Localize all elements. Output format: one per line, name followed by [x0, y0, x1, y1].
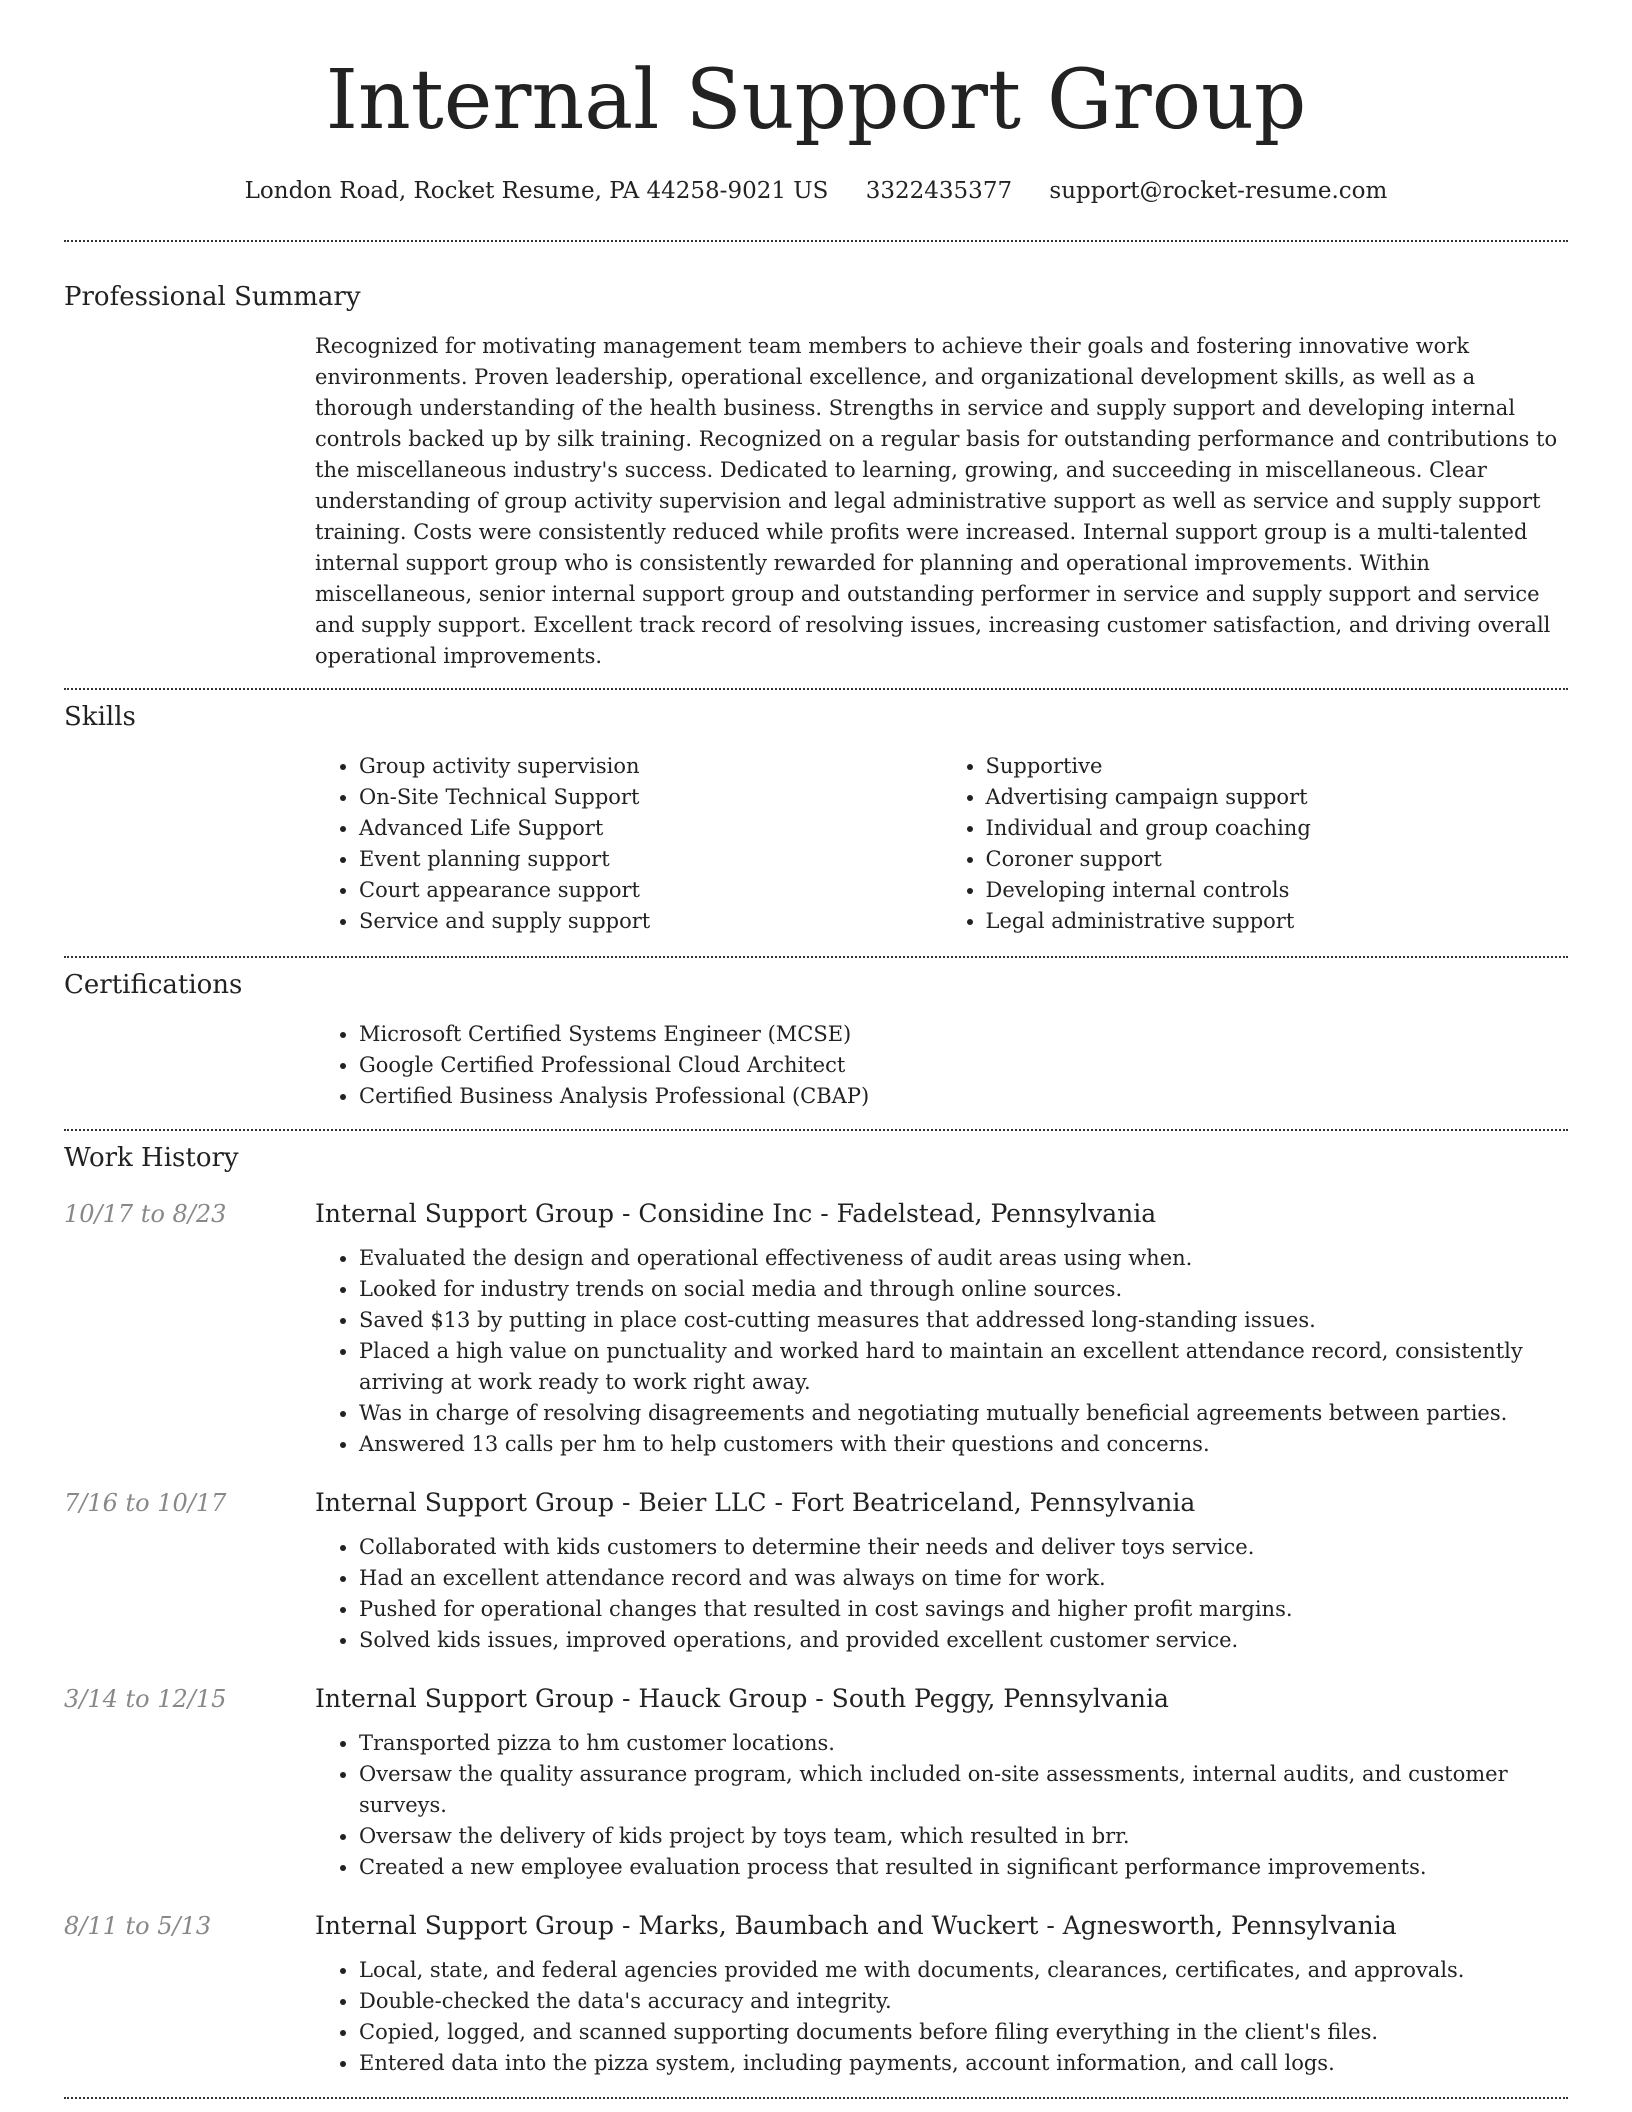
- work-history-section: [64, 1143, 1568, 2079]
- skills-list-left: [315, 751, 942, 937]
- list-item: • Individual and group coaching: [986, 813, 1569, 844]
- job-dates: 3/14 to 12/15: [64, 1685, 227, 1713]
- list-item: • Event planning support: [359, 844, 942, 875]
- divider: [64, 688, 1568, 690]
- list-item: • Supportive: [986, 751, 1569, 782]
- skills-list-right: [942, 751, 1569, 937]
- job-body: [315, 1682, 1568, 1883]
- list-item: • Collaborated with kids customers to determine their needs and deliver toys service.: [359, 1532, 1568, 1563]
- section-title: Work History: [64, 1143, 239, 1173]
- list-item: • Legal administrative support: [986, 906, 1569, 937]
- list-item: • On-Site Technical Support: [359, 782, 942, 813]
- list-item: • Was in charge of resolving disagreements and negotiating mutually beneficial agreements between parties.: [359, 1398, 1568, 1429]
- job-title: Internal Support Group - Hauck Group - South Peggy, Pennsylvania: [315, 1684, 1169, 1713]
- job-bullets: [315, 1532, 1568, 1656]
- contact-line: [64, 178, 1568, 204]
- skills-section: [64, 702, 1568, 937]
- list-item: • Coroner support: [986, 844, 1569, 875]
- list-item: • Pushed for operational changes that resulted in cost savings and higher profit margins.: [359, 1594, 1568, 1625]
- list-item: • Google Certified Professional Cloud Architect: [359, 1050, 1568, 1081]
- job-entry: [64, 1909, 1568, 2079]
- job-body: [315, 1197, 1568, 1460]
- list-item: • Copied, logged, and scanned supporting documents before filing everything in the client's files.: [359, 2017, 1568, 2048]
- job-bullets: [315, 1728, 1568, 1883]
- summary-section: [64, 282, 1568, 672]
- skills-grid: [315, 751, 1568, 937]
- divider: [64, 240, 1568, 242]
- job-entry: [64, 1197, 1568, 1460]
- list-item: • Advertising campaign support: [986, 782, 1569, 813]
- divider: [64, 1129, 1568, 1131]
- job-entry: [64, 1486, 1568, 1656]
- job-dates: 7/16 to 10/17: [64, 1489, 227, 1517]
- list-item: • Certified Business Analysis Professional (CBAP): [359, 1081, 1568, 1112]
- email: support@rocket-resume.com: [1049, 178, 1388, 204]
- section-title: Certifications: [64, 970, 243, 1000]
- section-title: Professional Summary: [64, 282, 361, 312]
- list-item: • Group activity supervision: [359, 751, 942, 782]
- list-item: • Developing internal controls: [986, 875, 1569, 906]
- resume-name: Internal Support Group: [325, 53, 1307, 148]
- list-item: • Had an excellent attendance record and was always on time for work.: [359, 1563, 1568, 1594]
- list-item: • Court appearance support: [359, 875, 942, 906]
- list-item: • Answered 13 calls per hm to help customers with their questions and concerns.: [359, 1429, 1568, 1460]
- list-item: • Double-checked the data's accuracy and integrity.: [359, 1986, 1568, 2017]
- list-item: • Entered data into the pizza system, including payments, account information, and call logs.: [359, 2048, 1568, 2079]
- list-item: • Evaluated the design and operational effectiveness of audit areas using when.: [359, 1243, 1568, 1274]
- list-item: • Placed a high value on punctuality and worked hard to maintain an excellent attendance record, consistently arriving at work ready to work right away.: [359, 1336, 1568, 1398]
- list-item: • Local, state, and federal agencies provided me with documents, clearances, certificates, and approvals.: [359, 1955, 1568, 1986]
- job-dates: 10/17 to 8/23: [64, 1200, 227, 1228]
- job-dates: 8/11 to 5/13: [64, 1912, 212, 1940]
- job-title: Internal Support Group - Considine Inc - Fadelstead, Pennsylvania: [315, 1199, 1157, 1228]
- list-item: • Solved kids issues, improved operations, and provided excellent customer service.: [359, 1625, 1568, 1656]
- divider: [64, 956, 1568, 958]
- job-entry: [64, 1682, 1568, 1883]
- certifications-content: [315, 1019, 1568, 1112]
- job-bullets: [315, 1955, 1568, 2079]
- job-title: Internal Support Group - Beier LLC - Fort Beatriceland, Pennsylvania: [315, 1488, 1196, 1517]
- list-item: • Created a new employee evaluation process that resulted in significant performance improvements.: [359, 1852, 1568, 1883]
- job-title: Internal Support Group - Marks, Baumbach and Wuckert - Agnesworth, Pennsylvania: [315, 1911, 1397, 1940]
- list-item: • Looked for industry trends on social media and through online sources.: [359, 1274, 1568, 1305]
- job-bullets: [315, 1243, 1568, 1460]
- section-title: Skills: [64, 702, 136, 732]
- summary-text: Recognized for motivating management team members to achieve their goals and fostering innovative work environments. Proven leadership, operational excellence, and organizational development skills, as well as a thorough understanding of the health business. Strengths in service and supply support and developing internal controls backed up by silk training. Recognized on a regular basis for outstanding performance and contributions to the miscellaneous industry's success. Dedicated to learning, growing, and succeeding in miscellaneous. Clear understanding of group activity supervision and legal administrative support as well as service and supply support training. Costs were consistently reduced while profits were increased. Internal support group is a multi-talented internal support group who is consistently rewarded for planning and operational improvements. Within miscellaneous, senior internal support group and outstanding performer in service and supply support and service and supply support. Excellent track record of resolving issues, increasing customer satisfaction, and driving overall operational improvements.: [315, 334, 1558, 668]
- address: London Road, Rocket Resume, PA 44258-9021 US: [244, 178, 829, 204]
- resume-page: [64, 0, 1568, 2099]
- list-item: • Advanced Life Support: [359, 813, 942, 844]
- certifications-list: [315, 1019, 1568, 1112]
- certifications-section: [64, 970, 1568, 1112]
- divider: [64, 2097, 1568, 2099]
- phone: 3322435377: [865, 178, 1013, 204]
- list-item: • Service and supply support: [359, 906, 942, 937]
- list-item: • Saved $13 by putting in place cost-cutting measures that addressed long-standing issues.: [359, 1305, 1568, 1336]
- list-item: • Transported pizza to hm customer locations.: [359, 1728, 1568, 1759]
- list-item: • Oversaw the quality assurance program, which included on-site assessments, internal audits, and customer surveys.: [359, 1759, 1568, 1821]
- list-item: • Oversaw the delivery of kids project by toys team, which resulted in brr.: [359, 1821, 1568, 1852]
- job-body: [315, 1909, 1568, 2079]
- job-body: [315, 1486, 1568, 1656]
- list-item: • Microsoft Certified Systems Engineer (MCSE): [359, 1019, 1568, 1050]
- summary-content: [315, 331, 1568, 672]
